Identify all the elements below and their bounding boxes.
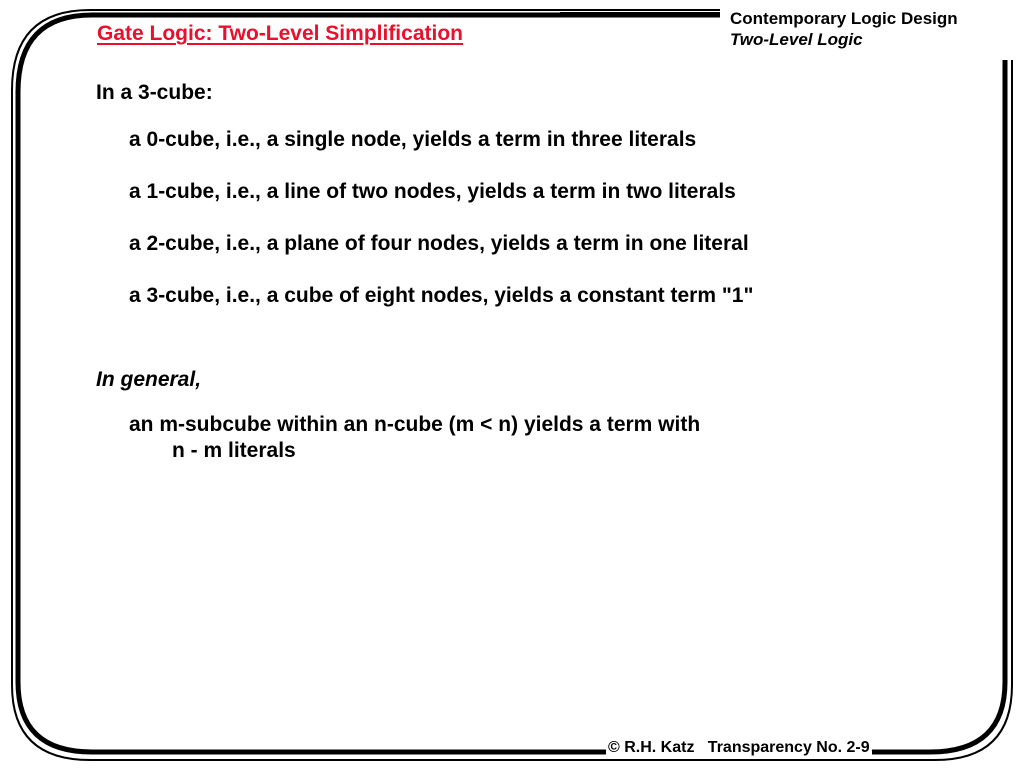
- general-line-2: n - m literals: [172, 439, 296, 462]
- header-block: [730, 8, 958, 50]
- intro-text: In a 3-cube:: [96, 81, 213, 104]
- list-item: a 2-cube, i.e., a plane of four nodes, yields a term in one literal: [129, 232, 749, 255]
- slide-content: [96, 80, 976, 464]
- slide-title: Gate Logic: Two-Level Simplification: [97, 22, 463, 45]
- cube-list: [96, 127, 976, 309]
- list-item: a 3-cube, i.e., a cube of eight nodes, yields a constant term "1": [129, 284, 754, 307]
- course-name: Contemporary Logic Design: [730, 9, 958, 28]
- general-heading: In general,: [96, 368, 202, 391]
- chapter-name: Two-Level Logic: [730, 30, 863, 49]
- general-line-1: an m-subcube within an n-cube (m < n) yields a term with: [129, 413, 701, 436]
- list-item: a 1-cube, i.e., a line of two nodes, yields a term in two literals: [129, 180, 736, 203]
- footer-credit: © R.H. Katz Transparency No. 2-9: [608, 739, 870, 756]
- list-item: a 0-cube, i.e., a single node, yields a term in three literals: [129, 128, 697, 151]
